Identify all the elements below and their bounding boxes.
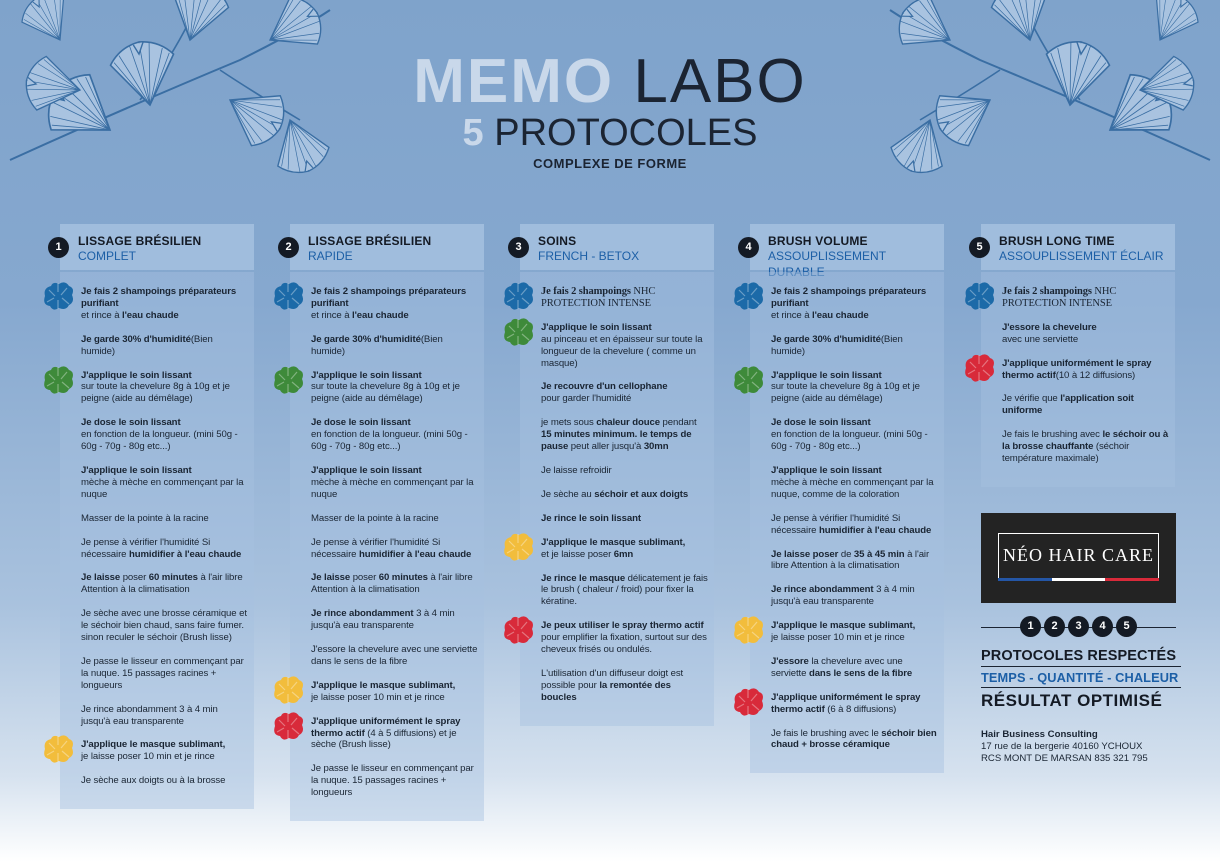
step-text: mèche à mèche en commençant par la nuque — [311, 476, 474, 500]
step-emphasis: J'applique le soin lissant — [771, 369, 882, 381]
company-name: Hair Business Consulting — [981, 729, 1098, 740]
divider — [981, 687, 1181, 688]
step-text: Je passe le lisseur en commençant par la nuque. 15 passages racines + longueurs — [81, 655, 244, 691]
yellow-splash-icon — [501, 531, 535, 563]
company-info — [981, 729, 1148, 765]
column-header — [285, 224, 484, 270]
step-emphasis: Je fais 2 shampoings — [541, 286, 631, 297]
protocol-step — [771, 370, 938, 406]
green-splash-icon — [41, 364, 75, 396]
step-emphasis: J'applique uniformément le spray thermo actif — [1002, 357, 1152, 381]
step-text: avec une serviette — [1002, 333, 1079, 345]
step-emphasis: humidifier à l'eau chaude — [358, 548, 472, 560]
protocol-step — [771, 417, 938, 453]
step-text: (Bien humide) — [311, 333, 443, 357]
protocol-summary — [981, 648, 1181, 711]
neo-hair-care-logo — [981, 513, 1176, 603]
subtitle-text: PROTOCOLES — [494, 112, 758, 154]
step-emphasis: chaleur douce — [596, 417, 660, 429]
column-title: SOINS — [538, 234, 577, 248]
protocol-step — [81, 704, 248, 728]
step-text: délicatement je fais le brush ( chaleur / froid) pour fixer la kératine. — [541, 572, 708, 608]
protocol-step — [541, 381, 708, 405]
step-text: à l'air libre Attention à la climatisation — [771, 548, 930, 572]
protocol-numbers — [981, 614, 1176, 640]
step-emphasis: humidifier à l'eau chaude — [128, 548, 242, 560]
logo-frame — [998, 533, 1159, 581]
protocol-step — [541, 620, 708, 656]
number-badge: 2 — [1044, 616, 1065, 637]
step-text: poser — [120, 572, 149, 584]
protocol-step — [771, 656, 938, 680]
protocol-step — [771, 549, 938, 573]
step-emphasis: J'applique le masque sublimant, — [81, 739, 226, 751]
protocol-step — [541, 573, 708, 609]
protocol-step — [541, 465, 708, 477]
protocol-step — [81, 286, 248, 322]
step-emphasis: Je rince le soin lissant — [541, 512, 641, 524]
company-rcs: RCS MONT DE MARSAN 835 321 795 — [981, 753, 1148, 764]
step-text: je laisse poser 10 min et je rince — [81, 751, 215, 763]
column-header — [976, 224, 1175, 270]
protocol-step — [81, 370, 248, 406]
protocol-step — [311, 286, 478, 322]
protocol-step — [771, 286, 938, 322]
step-emphasis: J'applique le soin lissant — [771, 464, 882, 476]
protocol-step — [311, 370, 478, 406]
protocol-step — [311, 513, 478, 525]
column-number-badge: 3 — [508, 237, 529, 258]
column-steps — [750, 272, 944, 773]
step-text: à l'air libre Attention à la climatisation — [311, 572, 473, 596]
step-text: Je passe le lisseur en commençant par la nuque. 15 passages racines + longueurs — [311, 763, 474, 799]
column-header — [515, 224, 714, 270]
step-text: 3 à 4 min jusqu'à eau transparente — [771, 584, 915, 608]
step-emphasis: Je dose le soin lissant — [771, 417, 871, 429]
step-emphasis: Je fais 2 shampoings préparateurs purifiant — [771, 286, 927, 309]
protocol-step — [81, 775, 248, 787]
step-text: (Bien humide) — [771, 333, 903, 357]
step-emphasis: J'applique uniformément le spray thermo actif — [771, 691, 921, 715]
column-title: BRUSH LONG TIME — [999, 234, 1115, 248]
protocol-step — [541, 417, 708, 453]
step-text: en fonction de la longueur. (mini 50g - 60g - 70g - 80g etc...) — [771, 429, 928, 453]
title-labo: LABO — [633, 47, 807, 116]
step-text: je laisse poser 10 min et je rince — [771, 632, 905, 644]
step-emphasis: J'applique le soin lissant — [81, 464, 192, 476]
step-text: sur toute la chevelure 8g à 10g et je peigne (aide au démêlage) — [311, 381, 460, 405]
step-emphasis: J'applique le masque sublimant, — [311, 679, 456, 691]
protocol-step — [771, 692, 938, 716]
step-emphasis: Je fais 2 shampoings préparateurs purifiant — [311, 286, 467, 309]
step-text: et rince à — [771, 309, 813, 321]
step-emphasis: Je rince le masque — [541, 572, 626, 584]
protocol-step — [311, 465, 478, 501]
protocol-column-3 — [515, 224, 714, 726]
column-subtitle: FRENCH - BETOX — [538, 249, 640, 263]
protocol-step — [541, 668, 708, 704]
step-emphasis: J'applique le masque sublimant, — [771, 620, 916, 632]
optimized-result: RÉSULTAT OPTIMISÉ — [981, 691, 1163, 710]
logo-tricolor-stripe — [998, 578, 1159, 581]
step-emphasis: 6mn — [613, 548, 634, 560]
protocol-step — [311, 572, 478, 596]
step-text: pour garder l'humidité — [541, 393, 632, 405]
blue-splash-icon — [41, 280, 75, 312]
time-quantity-heat: TEMPS - QUANTITÉ - CHALEUR — [981, 670, 1179, 685]
step-emphasis: l'application soit uniforme — [1002, 393, 1134, 417]
subtitle-number: 5 — [462, 112, 484, 154]
divider — [981, 666, 1181, 667]
protocol-step — [311, 644, 478, 668]
step-emphasis: Je fais 2 shampoings — [1002, 286, 1092, 297]
step-emphasis: Je laisse — [81, 572, 121, 584]
number-badge: 5 — [1116, 616, 1137, 637]
step-text: (séchoir température maximale) — [1002, 441, 1130, 465]
green-splash-icon — [271, 364, 305, 396]
step-text: au pinceau et en épaisseur sur toute la longueur de la chevelure ( comme un masque) — [541, 333, 703, 369]
step-emphasis: J'essore la chevelure — [1002, 321, 1097, 333]
column-number-badge: 2 — [278, 237, 299, 258]
protocol-step — [771, 728, 938, 752]
yellow-splash-icon — [271, 674, 305, 706]
protocol-step — [81, 739, 248, 763]
step-text: Je sèche avec une brosse céramique et le séchoir bien chaud, sans faire fumer. sinon reculer le séchoir (Brush lisse) — [81, 608, 247, 644]
step-emphasis: 35 à 45 min — [853, 548, 905, 560]
step-text: Masser de la pointe à la racine — [81, 512, 209, 524]
column-steps — [290, 272, 484, 821]
protocol-step — [81, 513, 248, 525]
step-text: NHC PROTECTION INTENSE — [1002, 286, 1117, 309]
protocol-column-5 — [976, 224, 1175, 487]
step-emphasis: Je dose le soin lissant — [311, 417, 411, 429]
step-emphasis: 60 minutes — [148, 572, 198, 584]
column-subtitle: COMPLET — [78, 249, 137, 263]
protocol-column-2 — [285, 224, 484, 821]
protocol-step — [541, 489, 708, 501]
step-text: Masser de la pointe à la racine — [311, 512, 439, 524]
red-splash-icon — [731, 686, 765, 718]
step-emphasis: Je fais 2 shampoings préparateurs purifiant — [81, 286, 237, 309]
protocol-step — [311, 763, 478, 799]
green-splash-icon — [731, 364, 765, 396]
protocol-step — [81, 334, 248, 358]
number-badge: 1 — [1020, 616, 1041, 637]
step-emphasis: Je garde 30% d'humidité — [771, 333, 881, 345]
step-emphasis: l'eau chaude — [352, 309, 409, 321]
step-emphasis: Je laisse poser — [771, 548, 839, 560]
step-emphasis: 60 minutes — [378, 572, 428, 584]
protocol-step — [81, 656, 248, 692]
step-text: je mets sous — [541, 417, 597, 429]
step-emphasis: séchoir bien chaud + brosse céramique — [771, 727, 937, 751]
step-text: la chevelure avec une serviette — [771, 655, 903, 679]
step-text: (4 à 5 diffusions) et je sèche (Brush lisse) — [311, 727, 457, 751]
step-text: et rince à — [311, 309, 353, 321]
step-text: Je pense à vérifier l'humidité Si nécessaire — [311, 536, 441, 560]
step-emphasis: J'applique le soin lissant — [311, 369, 422, 381]
step-text: je laisse poser 10 min et je rince — [311, 691, 445, 703]
step-text: de — [838, 548, 854, 560]
red-splash-icon — [271, 710, 305, 742]
step-text: pendant — [659, 417, 697, 429]
step-text: J'essore la chevelure avec une serviette dans le sens de la fibre — [311, 644, 478, 667]
protocol-step — [311, 680, 478, 704]
step-emphasis: la remontée des boucles — [541, 679, 671, 703]
step-text: 3 à 4 min jusqu'à eau transparente — [311, 608, 455, 632]
logo-text: NÉO HAIR CARE — [1003, 545, 1154, 565]
step-emphasis: Je garde 30% d'humidité — [81, 333, 191, 345]
step-emphasis: Je laisse — [311, 572, 351, 584]
column-title: BRUSH VOLUME — [768, 234, 868, 248]
column-steps — [520, 272, 714, 726]
protocol-step — [81, 417, 248, 453]
protocol-step — [311, 417, 478, 453]
protocol-step — [81, 572, 248, 596]
page-subtitle — [0, 112, 1220, 154]
column-subtitle: ASSOUPLISSEMENT DURABLE — [768, 249, 886, 279]
step-text: et je laisse poser — [541, 548, 614, 560]
column-steps — [60, 272, 254, 809]
protocol-step — [311, 334, 478, 358]
protocol-step — [541, 322, 708, 370]
step-text: Je pense à vérifier l'humidité Si nécessaire — [81, 536, 211, 560]
subtitle-small: COMPLEXE DE FORME — [533, 156, 687, 171]
step-text: (Bien humide) — [81, 333, 213, 357]
column-number-badge: 1 — [48, 237, 69, 258]
column-title: LISSAGE BRÉSILIEN — [78, 234, 202, 248]
step-text: Je pense à vérifier l'humidité Si nécessaire — [771, 512, 901, 536]
number-badge: 4 — [1092, 616, 1113, 637]
column-header — [745, 224, 944, 279]
column-subtitle: ASSOUPLISSEMENT ÉCLAIR — [999, 249, 1164, 263]
yellow-splash-icon — [41, 733, 75, 765]
step-emphasis: séchoir et aux doigts — [594, 488, 689, 500]
column-steps — [981, 272, 1175, 487]
step-emphasis: l'eau chaude — [812, 309, 869, 321]
protocol-step — [771, 620, 938, 644]
step-text: peut aller jusqu'à — [568, 441, 644, 453]
protocol-step — [541, 286, 708, 310]
protocol-step — [771, 465, 938, 501]
column-number-badge: 5 — [969, 237, 990, 258]
yellow-splash-icon — [731, 614, 765, 646]
step-text: en fonction de la longueur. (mini 50g - 60g - 70g - 80g etc...) — [81, 429, 238, 453]
step-text: NHC PROTECTION INTENSE — [541, 286, 656, 309]
protocol-step — [771, 584, 938, 608]
step-text: Je sèche aux doigts ou à la brosse — [81, 775, 226, 787]
column-number-badge: 4 — [738, 237, 759, 258]
step-emphasis: Je peux utiliser le spray thermo actif — [541, 620, 704, 632]
blue-splash-icon — [501, 280, 535, 312]
step-text: Je rince abondamment 3 à 4 min jusqu'à eau transparente — [81, 703, 218, 727]
blue-splash-icon — [962, 280, 996, 312]
step-text: sur toute la chevelure 8g à 10g et je peigne (aide au démêlage) — [771, 381, 920, 405]
step-text: mèche à mèche en commençant par la nuque — [81, 476, 244, 500]
protocol-step — [81, 465, 248, 501]
step-emphasis: 30mn — [643, 441, 669, 453]
protocol-step — [1002, 322, 1169, 346]
step-emphasis: humidifier à l'eau chaude — [818, 524, 932, 536]
step-emphasis: le séchoir ou à la brosse chauffante — [1002, 429, 1169, 453]
title-memo: MEMO — [413, 47, 615, 116]
step-text: (6 à 8 diffusions) — [824, 703, 897, 715]
step-emphasis: J'applique le soin lissant — [311, 464, 422, 476]
protocol-step — [1002, 358, 1169, 382]
step-emphasis: Je recouvre d'un cellophane — [541, 381, 668, 393]
protocol-step — [1002, 286, 1169, 310]
protocol-step — [311, 537, 478, 561]
protocol-step — [311, 608, 478, 632]
protocol-step — [541, 513, 708, 525]
step-text: Je sèche au — [541, 488, 595, 500]
number-badge: 3 — [1068, 616, 1089, 637]
protocol-step — [311, 716, 478, 752]
step-text: mèche à mèche en commençant par la nuque, comme de la coloration — [771, 476, 934, 500]
blue-splash-icon — [271, 280, 305, 312]
protocol-column-1 — [55, 224, 254, 809]
step-emphasis: l'eau chaude — [122, 309, 179, 321]
red-splash-icon — [501, 614, 535, 646]
step-text: sur toute la chevelure 8g à 10g et je peigne (aide au démêlage) — [81, 381, 230, 405]
red-splash-icon — [962, 352, 996, 384]
protocol-step — [541, 537, 708, 561]
blue-splash-icon — [731, 280, 765, 312]
protocol-step — [771, 334, 938, 358]
protocol-column-4 — [745, 224, 944, 773]
step-text: poser — [350, 572, 379, 584]
column-title: LISSAGE BRÉSILIEN — [308, 234, 432, 248]
step-text: et rince à — [81, 309, 123, 321]
step-emphasis: J'applique uniformément le spray thermo actif — [311, 715, 461, 739]
protocol-step — [1002, 393, 1169, 417]
step-text: Je laisse refroidir — [541, 464, 612, 476]
company-address: 17 rue de la bergerie 40160 YCHOUX — [981, 741, 1143, 752]
step-emphasis: Je dose le soin lissant — [81, 417, 181, 429]
step-text: pour emplifier la fixation, surtout sur des cheveux frisés ou ondulés. — [541, 632, 707, 656]
page-header — [0, 47, 1220, 171]
step-emphasis: J'applique le soin lissant — [81, 369, 192, 381]
green-splash-icon — [501, 316, 535, 348]
step-emphasis: J'applique le soin lissant — [541, 321, 652, 333]
page-title — [0, 47, 1220, 116]
step-emphasis: J'applique le masque sublimant, — [541, 536, 686, 548]
step-emphasis: Je rince abondamment — [311, 608, 414, 620]
protocol-step — [81, 608, 248, 644]
protocol-step — [771, 513, 938, 537]
column-header — [55, 224, 254, 270]
step-text: L'utilisation d'un diffuseur doigt est possible pour — [541, 667, 684, 691]
step-text: (10 à 12 diffusions) — [1055, 369, 1136, 381]
step-emphasis: Je garde 30% d'humidité — [311, 333, 421, 345]
step-text: Je fais le brushing avec — [1002, 429, 1103, 441]
step-text: Je fais le brushing avec le — [771, 727, 882, 739]
step-text: à l'air libre Attention à la climatisation — [81, 572, 243, 596]
step-emphasis: Je rince abondamment — [771, 584, 874, 596]
step-emphasis: dans le sens de la fibre — [808, 667, 913, 679]
step-text: en fonction de la longueur. (mini 50g - 60g - 70g - 80g etc...) — [311, 429, 468, 453]
step-text: Je vérifie que — [1002, 393, 1061, 405]
protocols-respected: PROTOCOLES RESPECTÉS — [981, 648, 1177, 664]
step-emphasis: J'essore — [771, 655, 809, 667]
protocol-step — [81, 537, 248, 561]
column-subtitle: RAPIDE — [308, 249, 353, 263]
step-emphasis: 15 minutes minimum. le temps de pause — [541, 429, 692, 453]
protocol-step — [1002, 429, 1169, 465]
